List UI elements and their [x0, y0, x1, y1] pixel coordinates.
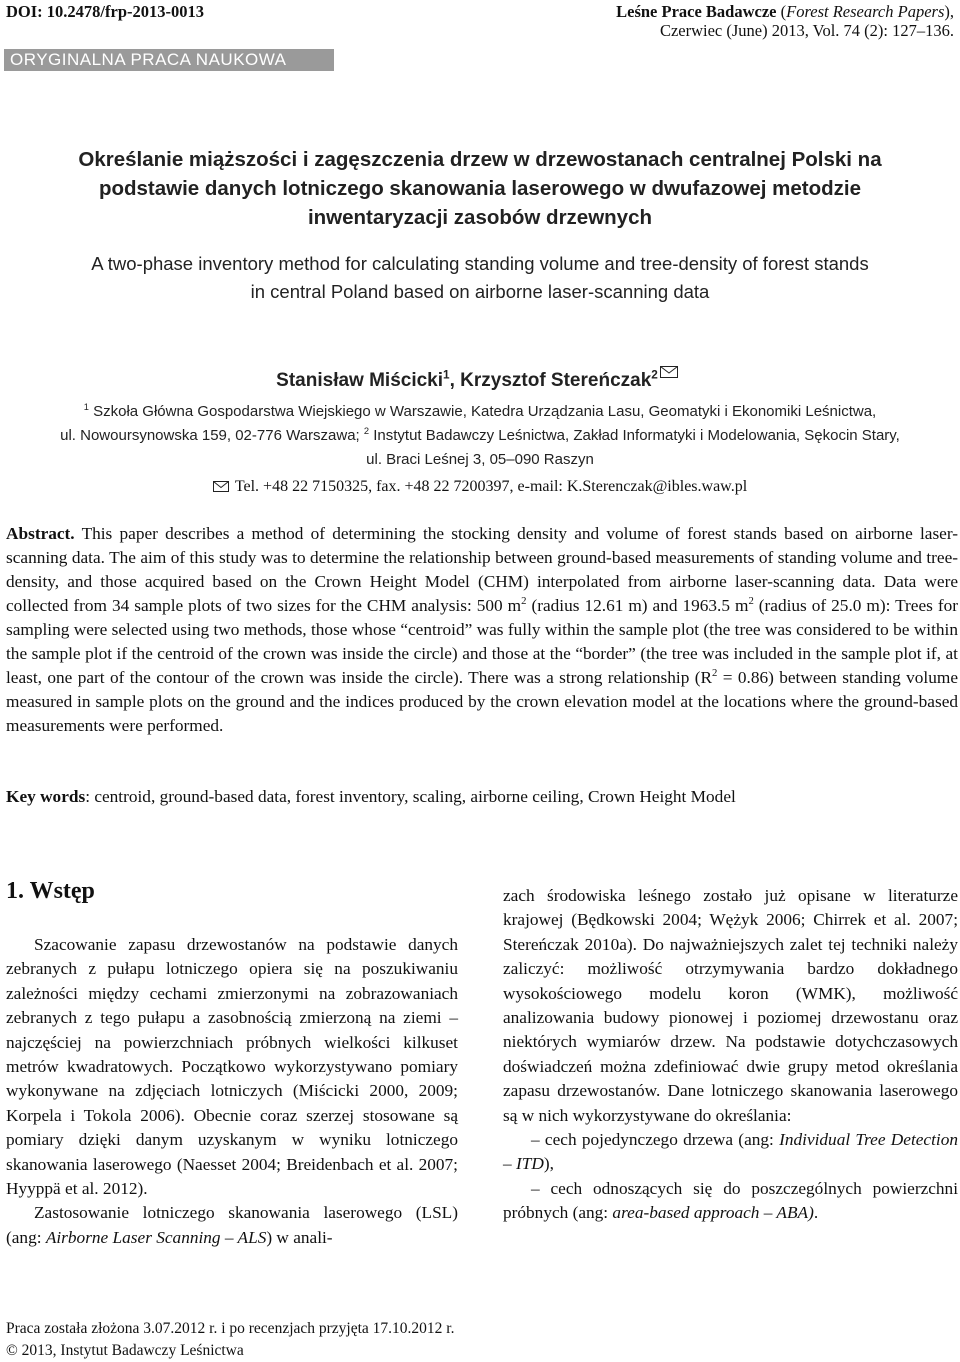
title-polish: Określanie miąższości i zagęszczenia drzew w drzewostanach centralnej Polski na podstawie danych lotniczego skanowania laserowego w dwufazowej metodzie inwentaryzacji zasobów drzewnych [78, 148, 882, 229]
authors: Stanisław Miścicki$^1$, Krzysztof Stereńczak$^2$ [0, 366, 960, 392]
list-item: – cech odnoszących się do poszczególnych powierzchni próbnych (ang: area-based approach – ABA). [503, 1178, 958, 1223]
copyright: © 2013, Instytut Badawczy Leśnictwa [6, 1342, 244, 1359]
paragraph: Zastosowanie lotniczego skanowania laserowego (LSL) (ang: Airborne Laser Scanning – ALS) w anali- [6, 1203, 458, 1247]
journal-issue: Czerwiec (June) 2013, Vol. 74 (2): 127–136. [659, 21, 954, 40]
journal-info: Leśne Prace Badawcze (Forest Research Papers), Czerwiec (June) 2013, Vol. 74 (2): 127–136. [616, 2, 954, 40]
doi: DOI: 10.2478/frp-2013-0013 [6, 2, 204, 21]
envelope-icon [213, 481, 229, 492]
keywords-label: Key words [6, 787, 86, 806]
submission-dates: Praca została złożona 3.07.2012 r. i po recenzjach przyjęta 17.10.2012 r. [6, 1320, 455, 1337]
affiliations: $^1$ Szkoła Główna Gospodarstwa Wiejskiego w Warszawie, Katedra Urządzania Lasu, Geomatyki i Ekonomiki Leśnictwa, ul. Nowoursynowska 159, 02-776 Warszawa; $^2$ Instytut Badawczy Leśnictwa, Zakład Informatyki i Modelowania, Sękocin Stary, ul. Braci Leśnej 3, 05–090 Raszyn [60, 402, 900, 468]
abstract-label: Abstract. [6, 524, 75, 543]
list-item: – cech pojedynczego drzewa (ang: Individual Tree Detection – ITD), [503, 1130, 958, 1174]
paragraph: zach środowiska leśnego zostało już opisane w literaturze krajowej (Będkowski 2004; Wężyk 2006; Chirrek et al. 2007; Stereńczak 2010a). Do najważniejszych zalet tej techniki należy zaliczyć: możliwość otrzymywania bardzo dokładnego wysokościowego modelu koron (WMK), możliwość analizowania budowy pionowej i poziomej drzewostanu oraz niektórych wymiarów drzew. Na podstawie dotychczasowych doświadczeń można zdefiniować dwie grupy metod określania zapasu drzewostanów. Dane lotniczego skanowania laserowego są w nich wykorzystywane do określania: [503, 886, 958, 1125]
keywords: Key words: centroid, ground-based data, forest inventory, scaling, airborne ceiling, Crown Height Model [6, 787, 736, 806]
journal-name: Leśne Prace Badawcze [616, 2, 777, 21]
right-column [503, 884, 958, 1226]
author-1: Stanisław Miścicki [276, 370, 444, 391]
journal-name-en: Forest Research Papers [786, 2, 945, 21]
paragraph: Szacowanie zapasu drzewostanów na podstawie danych zebranych z pułapu lotniczego opiera się na poszukiwaniu zależności między cechami zmierzonymi na zobrazowaniach zebranych z tego pułapu a zasobnością zmierzoną na ziemi – najczęściej na powierzchniach próbnych wielkości kilkuset metrów kwadratowych. Początkowo wykorzystywano pomiary wykonywane na zdjęciach lotniczych (Miścicki 2000, 2009; Korpela i Tokola 2006). Obecnie coraz szerzej stosowane są pomiary dzięki danym uzyskanym w wyniku lotniczego skanowania laserowego (Naesset 2004; Breidenbach et al. 2007; Hyyppä et al. 2012). [6, 935, 458, 1199]
title-english: A two-phase inventory method for calculating standing volume and tree-density of forest stands in central Poland based on airborne laser-scanning data [91, 253, 869, 302]
envelope-icon [660, 366, 678, 378]
abstract: Abstract. This paper describes a method of determining the stocking density and volume of forest stands based on airborne laser-scanning data. The aim of this study was to determine the relationship between ground-based measurements of standing volume and tree-density, and those acquired based on the Crown Height Model (CHM) interpolated from airborne laser-scanning data. Data were collected from 34 sample plots of two sizes for the CHM analysis: 500 $m^2$ (radius 12.61 m) and 1963.5 $m^2$ (radius of 25.0 m): Trees for sampling were selected using two methods, those whose “centroid” was fully within the sample plot (the tree was considered to be within the sample plot if the centroid of the crown was inside the circle) and those at the “border” (the tree was included in the sample plot if, at least, one part of the contour of the crown was inside the circle). There was a strong relationship $(R^2 = 0.86)$ between standing volume measured in sample plots on the ground and the indices produced by the crown elevation model at the locations where the ground-based measurements were performed. [6, 524, 958, 735]
left-column [6, 933, 458, 1250]
author-2: Krzysztof Stereńczak [460, 370, 652, 391]
contact-line [0, 478, 960, 496]
section-heading: 1. Wstęp [6, 878, 95, 904]
contact-text: Tel. +48 22 7150325, fax. +48 22 7200397, e-mail: K.Sterenczak@ibles.waw.pl [234, 478, 748, 495]
footer [6, 1318, 454, 1362]
article-type-badge: ORYGINALNA PRACA NAUKOWA [4, 49, 334, 71]
